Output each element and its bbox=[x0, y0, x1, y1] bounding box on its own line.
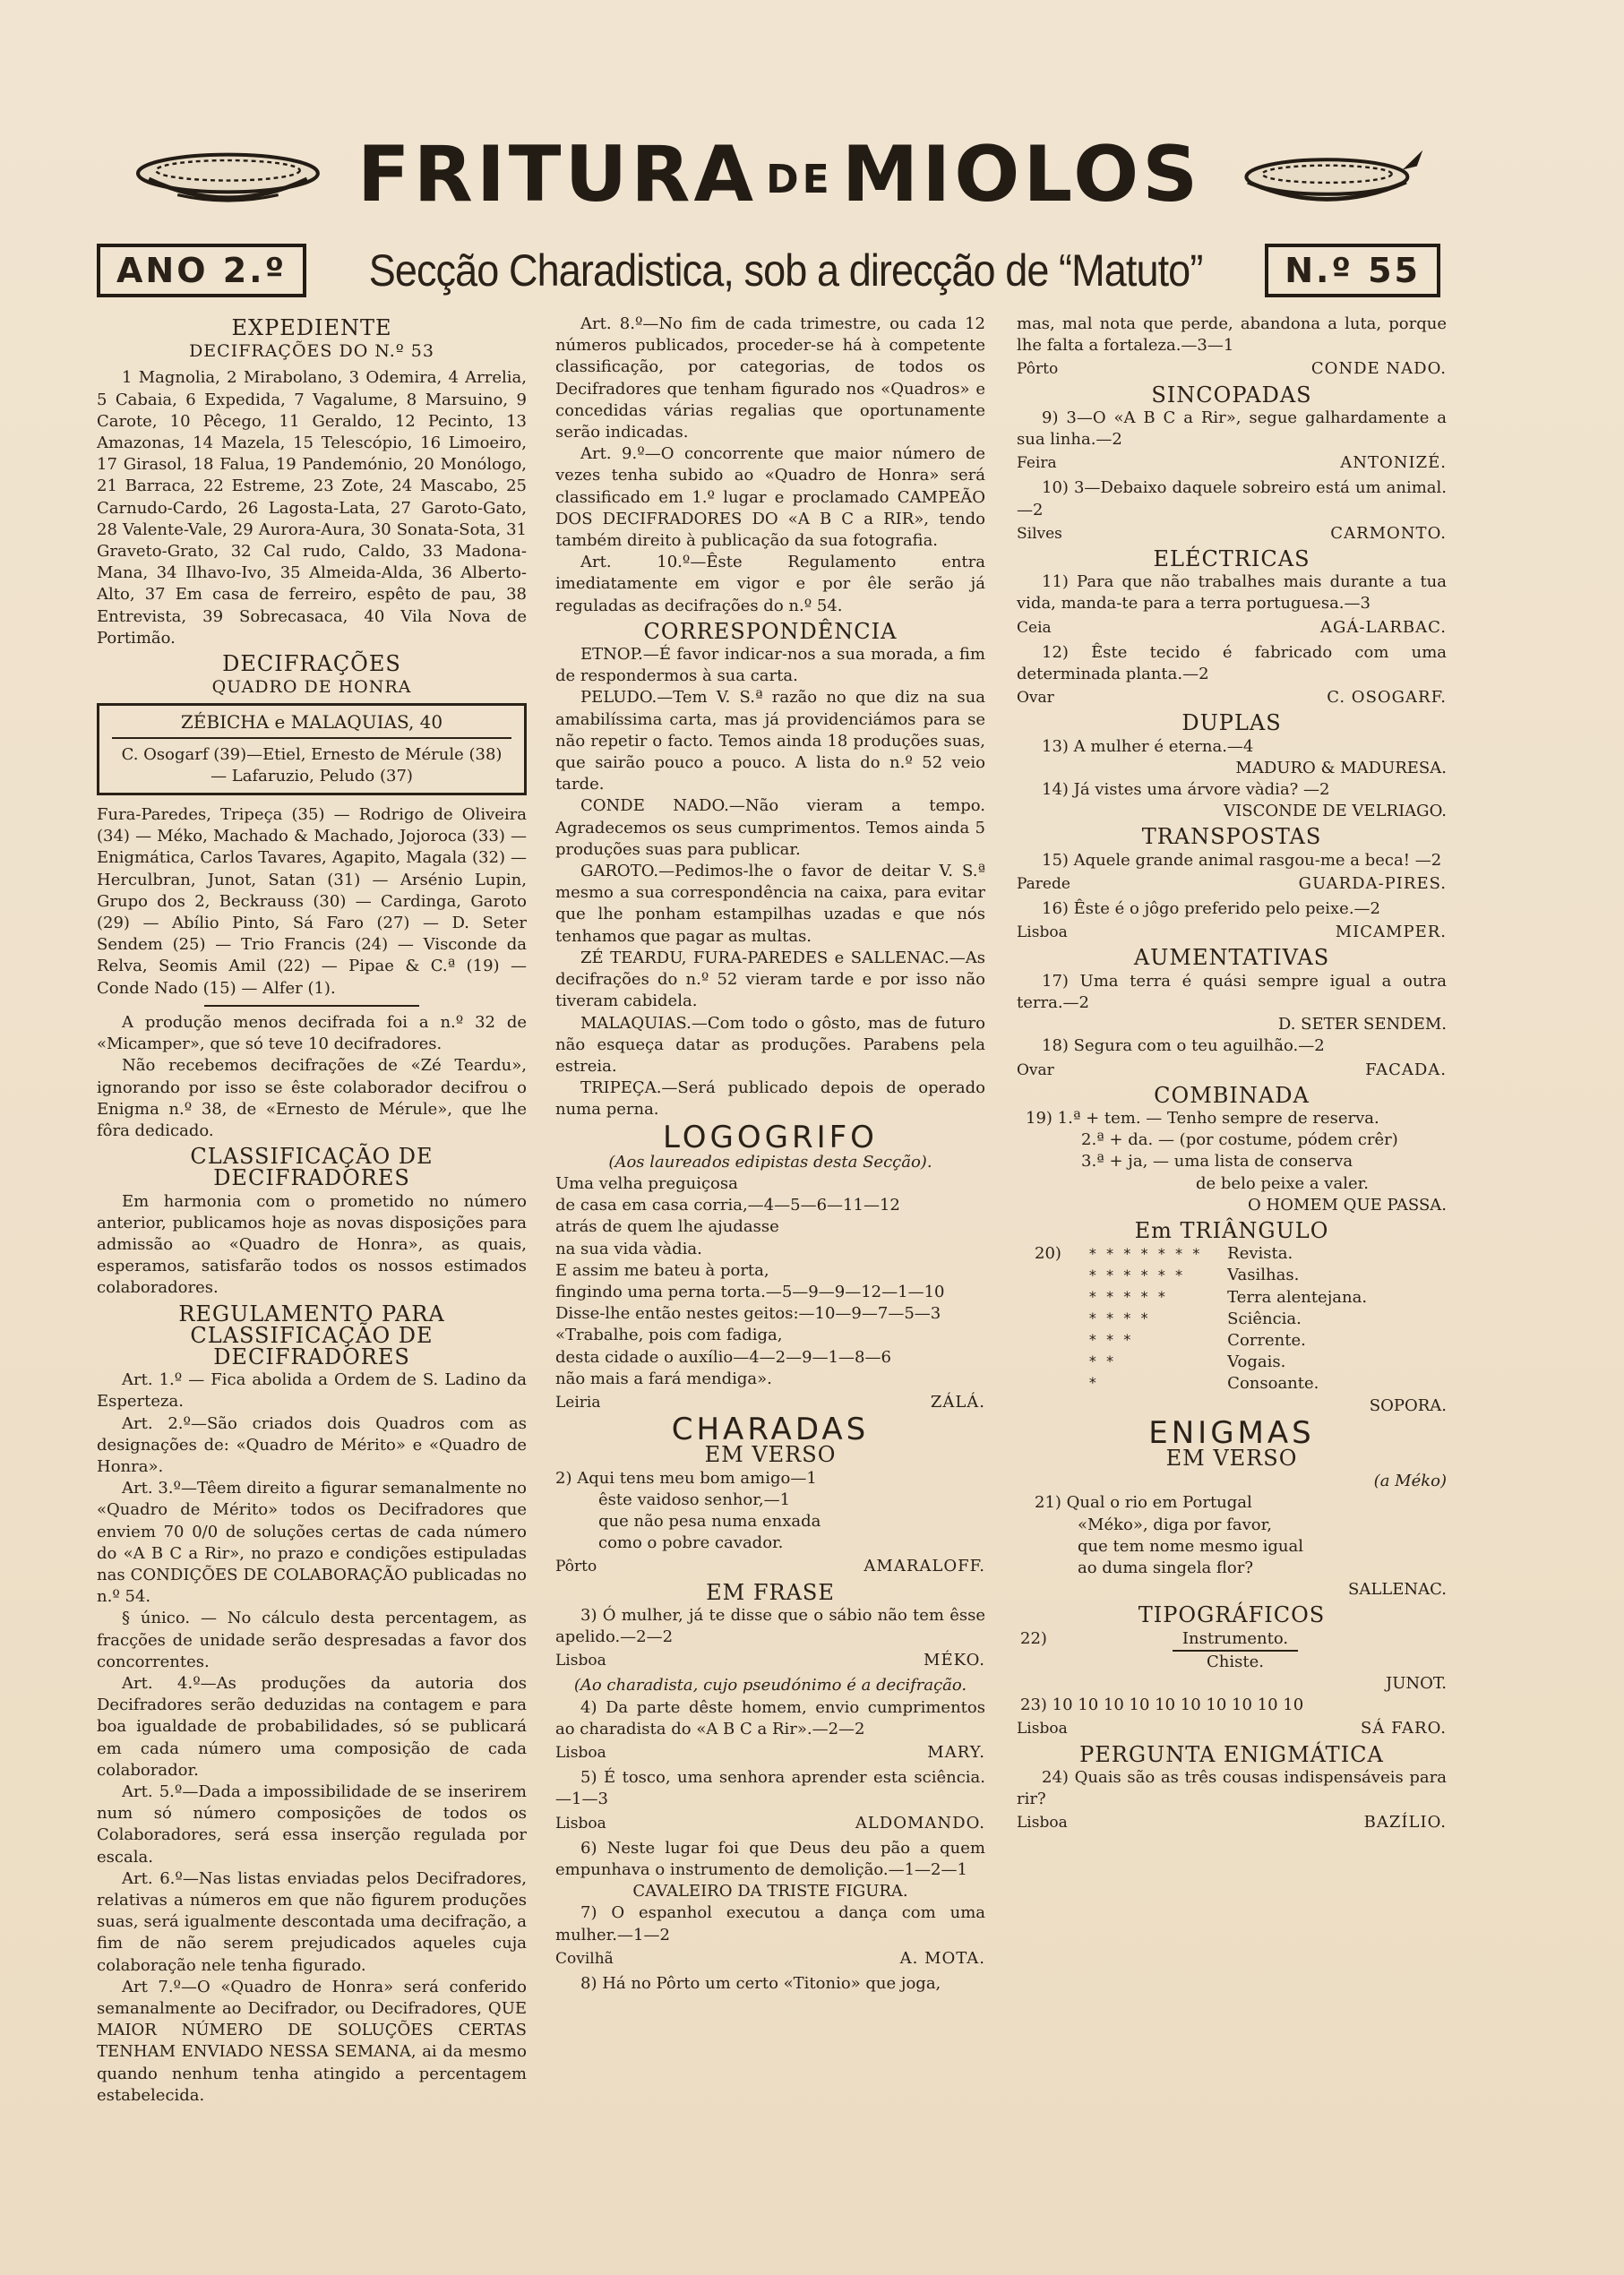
poem-line: «Trabalhe, pois com fadiga, bbox=[555, 1326, 783, 1345]
tipografico-22-number: 22) bbox=[1020, 1628, 1047, 1648]
tipografico-22 bbox=[1017, 1628, 1447, 1673]
charada-5-signature bbox=[555, 1813, 985, 1834]
enigma-dedication: (a Méko) bbox=[1373, 1472, 1447, 1491]
nao-recebemos-note: Não recebemos decifrações de «Zé Teardu», ignorando por isso se êste colaborador decifrou o Enigma n.º 38, de «Ernesto de Mérule», que lhe fôra dedicado. bbox=[97, 1056, 527, 1140]
place: Pôrto bbox=[1017, 360, 1059, 379]
masthead-title bbox=[357, 130, 1201, 219]
charada-7: 7) O espanhol executou a dança com uma mulher.—1—2 bbox=[555, 1903, 985, 1944]
fraction-bottom: Chiste. bbox=[1207, 1652, 1264, 1671]
heading-em-verso: EM VERSO bbox=[704, 1442, 837, 1468]
transposta-16: 16) Êste é o jôgo preferido pelo peixe.—2 bbox=[1042, 899, 1380, 919]
sincopada-9-signature bbox=[1017, 452, 1447, 474]
column-1 bbox=[97, 313, 527, 2107]
poem-line: 3.ª + ja, — uma lista de conserva bbox=[1081, 1152, 1353, 1172]
masthead-title-de: DE bbox=[766, 157, 833, 203]
tri-word: Terra alentejana. bbox=[1227, 1287, 1368, 1307]
logogrifo-dedication: (Aos laureados edipistas desta Secção). bbox=[608, 1152, 932, 1172]
masthead-title-b: MIOLOS bbox=[841, 130, 1202, 219]
triangulo-author: SOPORA. bbox=[1369, 1395, 1447, 1415]
place: Ceia bbox=[1017, 618, 1052, 637]
aumentativa-18: 18) Segura com o teu aguilhão.—2 bbox=[1042, 1036, 1325, 1056]
corresp-conde-nado: CONDE NADO.—Não vieram a tempo. Agradecemos os seus cumprimentos. Temos ainda 5 produções suas para publicar. bbox=[555, 796, 985, 859]
author: AMARALOFF. bbox=[864, 1557, 985, 1576]
poem-line: «Méko», diga por favor, bbox=[1078, 1515, 1272, 1534]
pergunta-24-signature bbox=[1017, 1812, 1447, 1833]
electrica-11-signature bbox=[1017, 617, 1447, 639]
poem-line: não mais a fará mendiga». bbox=[555, 1369, 772, 1388]
author: AGÁ-LARBAC. bbox=[1319, 617, 1447, 637]
tri-word: Corrente. bbox=[1227, 1330, 1306, 1350]
tipografico-23: 23) 10 10 10 10 10 10 10 10 10 10 bbox=[1020, 1696, 1304, 1715]
heading-combinada: COMBINADA bbox=[1154, 1082, 1310, 1108]
poem-line: E assim me bateu à porta, bbox=[555, 1260, 769, 1280]
heading-electricas: ELÉCTRICAS bbox=[1153, 546, 1310, 572]
triangulo-number: 20) bbox=[1035, 1244, 1061, 1264]
aumentativa-17: 17) Uma terra é quási sempre igual a outra terra.—2 bbox=[1017, 971, 1447, 1012]
pergunta-24: 24) Quais são as três cousas indispensáveis para rir? bbox=[1017, 1767, 1447, 1808]
heading-decifracoes: DECIFRAÇÕES bbox=[222, 651, 401, 677]
electrica-12: 12) Êste tecido é fabricado com uma determinada planta.—2 bbox=[1017, 642, 1447, 684]
producao-note: A produção menos decifrada foi a n.º 32 de «Micamper», que só teve 10 decifradores. bbox=[97, 1012, 527, 1054]
place: Parede bbox=[1017, 874, 1070, 893]
heading-enigmas: ENIGMAS bbox=[1148, 1414, 1315, 1451]
author: CONDE NADO. bbox=[1310, 359, 1447, 379]
fraction-top: Instrumento. bbox=[1181, 1628, 1289, 1648]
masthead bbox=[134, 125, 1424, 224]
classificacao-text: Em harmonia com o prometido no número anterior, publicamos hoje as novas disposições para admissão ao «Quadro de Honra», as quais, esperamos, satisfarão todos os nossos estimados colaboradores. bbox=[97, 1191, 527, 1298]
decifradores-list: Fura-Paredes, Tripeça (35) — Rodrigo de Oliveira (34) — Méko, Machado & Machado, Jojoroca (33) — Enigmática, Carlos Tavares, Agapito, Magala (32) — Herculbran, Junot, Satan (31) — Arsénio Lupin, Grupo dos 2, Beckrauss (30) — Cardinga, Garoto (29) — Abílio Pinto, Sá Faro (27) — D. Seter Sendem (25) — Trio Francis (24) — Visconde da Relva, Seomis Amil (22) — Pipae & C.ª (19) — Conde Nado (15) — Alfer (1). bbox=[97, 805, 527, 998]
author: MARY. bbox=[927, 1743, 985, 1762]
sincopada-10: 10) 3—Debaixo daquele sobreiro está um animal.—2 bbox=[1017, 478, 1447, 519]
corresp-ze-teardu: ZÉ TEARDU, FURA-PAREDES e SALLENAC.—As decifrações do n.º 52 vieram tarde e por isso não tiveram cabidela. bbox=[555, 948, 985, 1011]
honor-top: ZÉBICHA e MALAQUIAS, 40 bbox=[112, 711, 511, 738]
author: GUARDA-PIRES. bbox=[1298, 873, 1447, 893]
place: Ovar bbox=[1017, 1060, 1054, 1079]
transposta-15: 15) Aquele grande animal rasgou-me a beca! —2 bbox=[1042, 850, 1442, 870]
poem-line: êste vaidoso senhor,—1 bbox=[598, 1489, 791, 1509]
poem-line: que tem nome mesmo igual bbox=[1078, 1536, 1303, 1556]
author: FACADA. bbox=[1365, 1060, 1447, 1079]
tri-word: Sciência. bbox=[1227, 1309, 1302, 1328]
poem-line: 21) Qual o rio em Portugal bbox=[1035, 1493, 1252, 1513]
corresp-peludo: PELUDO.—Tem V. S.ª razão no que diz na sua amabilíssima carta, mas já providenciámos para se não repetir o facto. Temos ainda 18 produções suas, que sairão pouco a pouco. A lista do n.º 52 veio tarde. bbox=[555, 688, 985, 794]
art-5: Art. 5.º—Dada a impossibilidade de se inserirem num só número composições de todos os Colaboradores, será essa inserção regulada por escala. bbox=[97, 1782, 527, 1867]
place: Silves bbox=[1017, 524, 1062, 543]
transposta-15-signature bbox=[1017, 873, 1447, 895]
dupla-14: 14) Já vistes uma árvore vàdia? —2 bbox=[1042, 780, 1330, 800]
charada-2-signature bbox=[555, 1556, 985, 1577]
art-9: Art. 9.º—O concorrente que maior número de vezes tenha subido ao «Quadro de Honra» será classificado em 1.º lugar e proclamado CAMPEÃO DOS DECIFRADORES DO «A B C a RIR», tendo também direito à publicação da sua fotografia. bbox=[555, 444, 985, 551]
heading-decifracoes-53: DECIFRAÇÕES DO N.º 53 bbox=[189, 341, 434, 362]
triangulo-stars: * * * * * * * * * * * * * * * * * * * * * * * * * * * * bbox=[1087, 1245, 1201, 1392]
heading-expediente: EXPEDIENTE bbox=[231, 315, 392, 340]
charada-5: 5) É tosco, uma senhora aprender esta sciência.—1—3 bbox=[555, 1768, 985, 1809]
masthead-title-a: FRITURA bbox=[357, 130, 758, 219]
dupla-13: 13) A mulher é eterna.—4 bbox=[1042, 736, 1254, 756]
author: MÉKO. bbox=[924, 1651, 985, 1670]
author: ALDOMANDO. bbox=[855, 1813, 985, 1833]
place: Covilhã bbox=[555, 1949, 614, 1968]
place: Lisboa bbox=[555, 1814, 606, 1833]
charada-4-signature bbox=[555, 1742, 985, 1764]
author: SÁ FARO. bbox=[1361, 1719, 1447, 1738]
tri-word: Consoante. bbox=[1227, 1374, 1319, 1394]
charada-2 bbox=[555, 1468, 985, 1555]
author: MICAMPER. bbox=[1335, 923, 1447, 942]
right-bowl-illustration bbox=[1237, 137, 1424, 213]
place: Lisboa bbox=[1017, 1720, 1068, 1738]
fraction bbox=[1155, 1628, 1316, 1673]
poem-line: 19) 1.ª + tem. — Tenho sempre de reserva. bbox=[1026, 1108, 1379, 1128]
charada-3-note: (Ao charadista, cujo pseudónimo é a decifração. bbox=[573, 1676, 967, 1696]
enigma-21-author: SALLENAC. bbox=[1348, 1580, 1447, 1600]
corresp-etnop: ETNOP.—É favor indicar-nos a sua morada, a fim de respondermos à sua carta. bbox=[555, 645, 985, 686]
heading-enigmas-em-verso: EM VERSO bbox=[1165, 1445, 1298, 1471]
corresp-garoto: GAROTO.—Pedimos-lhe o favor de deitar V. S.ª mesmo a sua correspondência na caixa, para evitar que lhe ponham estampilhas uzadas e que nós tenhamos que pagar as multas. bbox=[555, 862, 985, 946]
poem-line: que não pesa numa enxada bbox=[598, 1511, 821, 1531]
heading-duplas: DUPLAS bbox=[1181, 710, 1282, 736]
heading-classificacao: CLASSIFICAÇÃO DE DECIFRADORES bbox=[190, 1144, 434, 1191]
art-7: Art 7.º—O «Quadro de Honra» será conferido semanalmente ao Decifrador, ou Decifradores, QUE MAIOR NÚMERO DE SOLUÇÕES CERTAS TENHAM ENVIADO NESSA SEMANA, ai da mesmo quando nenhum tenha atingido a percentagem estabelecida. bbox=[97, 1977, 527, 2105]
heading-logogrifo: LOGOGRIFO bbox=[663, 1119, 878, 1155]
triangulo-words bbox=[1227, 1243, 1367, 1395]
art-8: Art. 8.º—No fim de cada trimestre, ou cada 12 números publicados, proceder-se há à competente classificação, por categorias, de todos os Decifradores que tenham figurado nos «Quadros» e concedidas várias regalias que oportunamente serão indicadas. bbox=[555, 314, 985, 442]
transposta-16-signature bbox=[1017, 922, 1447, 943]
heading-pergunta-enigmatica: PERGUNTA ENIGMÁTICA bbox=[1079, 1741, 1384, 1767]
art-3: Art. 3.º—Têem direito a figurar semanalmente no «Quadro de Mérito» todos os Decifradores que enviem 70 0/0 de soluções certas de cada número do «A B C a Rir», no prazo e condições estipuladas nas CONDIÇÕES DE COLABORAÇÃO publicadas no n.º 54. bbox=[97, 1479, 527, 1607]
heading-em-frase: EM FRASE bbox=[706, 1579, 835, 1605]
charada-6-signature: CAVALEIRO DA TRISTE FIGURA. bbox=[632, 1882, 908, 1902]
dupla-14-author: VISCONDE DE VELRIAGO. bbox=[1224, 802, 1447, 821]
heading-sincopadas: SINCOPADAS bbox=[1151, 382, 1312, 408]
tri-word: Revista. bbox=[1227, 1244, 1293, 1264]
art-6: Art. 6.º—Nas listas enviadas pelos Decifradores, relativas a números em que não figurem produções suas, será igualmente descontada uma decifração, a fim de não serem prejudicados aqueles cuja colaboração nele tenha figurado. bbox=[97, 1868, 527, 1975]
charada-8-signature bbox=[1017, 358, 1447, 380]
sincopada-10-signature bbox=[1017, 523, 1447, 545]
poem-line: 2) Aqui tens meu bom amigo—1 bbox=[555, 1468, 817, 1488]
place: Lisboa bbox=[1017, 923, 1068, 942]
charada-3: 3) Ó mulher, já te disse que o sábio não tem êsse apelido.—2—2 bbox=[555, 1605, 985, 1646]
poem-line: de belo peixe a valer. bbox=[1196, 1173, 1369, 1193]
divider bbox=[204, 1005, 419, 1007]
heading-charadas: CHARADAS bbox=[671, 1412, 870, 1448]
logogrifo-poem bbox=[555, 1173, 985, 1390]
author: CARMONTO. bbox=[1330, 523, 1447, 543]
place: Lisboa bbox=[555, 1744, 606, 1762]
charada-8-start: 8) Há no Pôrto um certo «Titonio» que joga, bbox=[580, 1974, 941, 1994]
author: BAZÍLIO. bbox=[1363, 1813, 1447, 1833]
decifracoes-53-text: 1 Magnolia, 2 Mirabolano, 3 Odemira, 4 Arrelia, 5 Cabaia, 6 Expedida, 7 Vagalume, 8 Marsuino, 9 Carote, 10 Pêcego, 11 Geraldo, 12 Pecinto, 13 Amazonas, 14 Mazela, 15 Telescópio, 16 Limoeiro, 17 Girasol, 18 Falua, 19 Pandemónio, 20 Monólogo, 21 Barraca, 22 Estreme, 23 Zote, 24 Mascabo, 25 Carnudo-Cardo, 26 Lagosta-Lata, 27 Garoto-Gato, 28 Valente-Vale, 29 Aurora-Aura, 30 Sonata-Sota, 31 Graveto-Grato, 32 Cal rudo, Caldo, 33 Madona-Mana, 34 Ilhavo-Ivo, 35 Almeida-Alda, 36 Alberto-Alto, 37 Em casa de ferreiro, espêto de pau, 38 Entrevista, 39 Sobrecasaca, 40 Vila Nova de Portimão. bbox=[97, 368, 527, 648]
column-3 bbox=[1017, 313, 1447, 1837]
poem-line: 2.ª + da. — (por costume, pódem crêr) bbox=[1081, 1130, 1398, 1150]
art-10: Art. 10.º—Êste Regulamento entra imediatamente em vigor e por êle serão já reguladas as decifrações do n.º 54. bbox=[555, 553, 985, 615]
heading-triangulo: Em TRIÂNGULO bbox=[1134, 1217, 1329, 1243]
heading-correspondencia: CORRESPONDÊNCIA bbox=[643, 618, 898, 644]
year-label: ANO 2.º bbox=[97, 244, 306, 297]
poem-line: fingindo uma perna torta.—5—9—9—12—1—10 bbox=[555, 1282, 945, 1301]
author: ANTONIZÉ. bbox=[1340, 453, 1447, 473]
combinada-19 bbox=[1017, 1108, 1447, 1195]
electrica-11: 11) Para que não trabalhes mais durante a tua vida, manda-te para a terra portuguesa.—3 bbox=[1017, 572, 1447, 614]
tri-word: Vasilhas. bbox=[1227, 1266, 1300, 1285]
dupla-13-author: MADURO & MADURESA. bbox=[1235, 758, 1447, 777]
heading-quadro-honra: QUADRO DE HONRA bbox=[211, 677, 412, 698]
heading-aumentativas: AUMENTATIVAS bbox=[1133, 945, 1330, 971]
art-1: Art. 1.º — Fica abolida a Ordem de S. Ladino da Esperteza. bbox=[97, 1370, 527, 1412]
charada-3-signature bbox=[555, 1650, 985, 1671]
place: Lisboa bbox=[555, 1652, 606, 1670]
heading-transpostas: TRANSPOSTAS bbox=[1141, 824, 1322, 850]
poem-line: Disse-lhe então nestes geitos:—10—9—7—5—3 bbox=[555, 1304, 941, 1324]
tipografico-22-author: JUNOT. bbox=[1386, 1673, 1447, 1693]
paragrafo-unico: § único. — No cálculo desta percentagem, as fracções de unidade serão despresadas a favor dos concorrentes. bbox=[97, 1609, 527, 1671]
poem-line: como o pobre cavador. bbox=[598, 1533, 784, 1553]
place: Ovar bbox=[1017, 689, 1054, 708]
place: Leiria bbox=[555, 1393, 601, 1412]
poem-line: Uma velha preguiçosa bbox=[555, 1173, 738, 1193]
place: Pôrto bbox=[555, 1558, 597, 1576]
poem-line: atrás de quem lhe ajudasse bbox=[555, 1217, 779, 1237]
corresp-tripeca: TRIPEÇA.—Será publicado depois de operado numa perna. bbox=[555, 1078, 985, 1120]
honor-text: C. Osogarf (39)—Etiel, Ernesto de Mérule (38) — Lafaruzio, Peludo (37) bbox=[121, 744, 503, 786]
combinada-19-author: O HOMEM QUE PASSA. bbox=[1248, 1195, 1447, 1215]
enigma-21 bbox=[1017, 1492, 1447, 1579]
section-banner bbox=[97, 240, 1440, 301]
heading-tipograficos: TIPOGRÁFICOS bbox=[1138, 1602, 1326, 1628]
electrica-12-signature bbox=[1017, 687, 1447, 708]
poem-line: desta cidade o auxílio—4—2—9—1—8—6 bbox=[555, 1347, 891, 1367]
poem-line: de casa em casa corria,—4—5—6—11—12 bbox=[555, 1196, 900, 1215]
charada-7-signature bbox=[555, 1948, 985, 1970]
aumentativa-17-author: D. SETER SENDEM. bbox=[1277, 1015, 1447, 1034]
heading-regulamento: REGULAMENTO PARA CLASSIFICAÇÃO DE DECIFRADORES bbox=[178, 1301, 445, 1369]
author: ZÁLÁ. bbox=[930, 1392, 985, 1412]
honor-box bbox=[97, 703, 527, 795]
tri-word: Vogais. bbox=[1227, 1352, 1286, 1372]
column-2 bbox=[555, 313, 985, 1995]
poem-line: ao duma singela flor? bbox=[1078, 1558, 1253, 1577]
place: Lisboa bbox=[1017, 1814, 1068, 1833]
tipografico-23-signature bbox=[1017, 1718, 1447, 1739]
charada-8-cont: mas, mal nota que perde, abandona a luta, porque lhe falta a fortaleza.—3—1 bbox=[1017, 314, 1447, 356]
aumentativa-18-signature bbox=[1017, 1060, 1447, 1081]
issue-number: N.º 55 bbox=[1265, 244, 1440, 297]
author: A. MOTA. bbox=[899, 1948, 985, 1968]
sincopada-9: 9) 3—O «A B C a Rir», segue galhardamente a sua linha.—2 bbox=[1017, 408, 1447, 450]
poem-line: na sua vida vàdia. bbox=[555, 1239, 702, 1258]
corresp-malaquias: MALAQUIAS.—Com todo o gôsto, mas de futuro não esqueça datar as produções. Parabens pela estreia. bbox=[555, 1013, 985, 1076]
left-bowl-illustration bbox=[134, 137, 322, 213]
art-4: Art. 4.º—As produções da autoria dos Decifradores serão deduzidas na contagem e para boa igualdade de probabilidades, só se publicará em cada número uma composição de cada colaborador. bbox=[97, 1673, 527, 1780]
place: Feira bbox=[1017, 454, 1057, 473]
section-title: Secção Charadistica, sob a direcção de “Matuto” bbox=[368, 245, 1203, 296]
art-2: Art. 2.º—São criados dois Quadros com as designações de: «Quadro de Mérito» e «Quadro de Honra». bbox=[97, 1413, 527, 1476]
author: C. OSOGARF. bbox=[1327, 688, 1447, 708]
charada-6: 6) Neste lugar foi que Deus deu pão a quem empunhava o instrumento de demolição.—1—2—1 bbox=[555, 1838, 985, 1880]
charada-4: 4) Da parte dêste homem, envio cumprimentos ao charadista do «A B C a Rir».—2—2 bbox=[555, 1697, 985, 1738]
triangulo-20 bbox=[1017, 1243, 1447, 1395]
logogrifo-signature bbox=[555, 1392, 985, 1413]
